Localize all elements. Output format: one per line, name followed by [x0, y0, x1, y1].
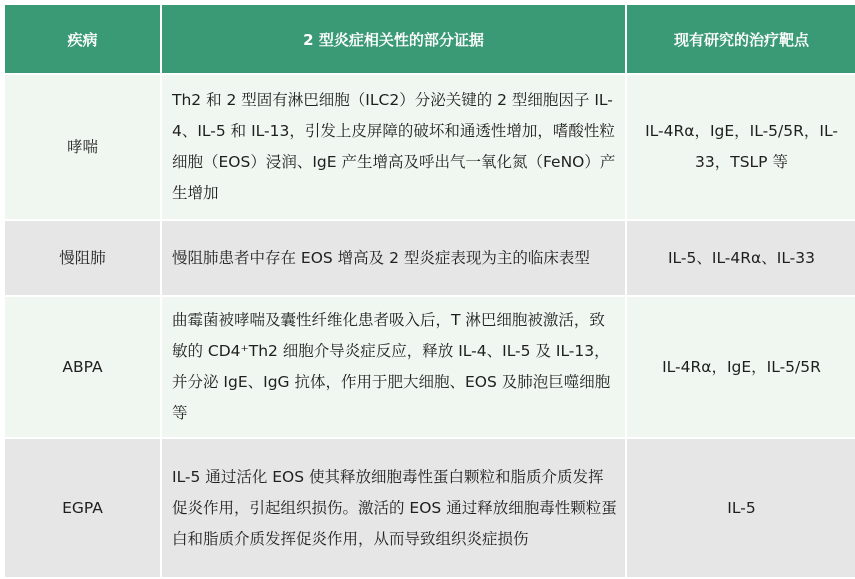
- header-disease: 疾病: [5, 5, 160, 73]
- targets-cell: IL-5、IL-4Rα、IL-33: [627, 221, 855, 295]
- disease-cell: 慢阻肺: [5, 221, 160, 295]
- evidence-cell: 曲霉菌被哮喘及囊性纤维化患者吸入后，T 淋巴细胞被激活，致敏的 CD4⁺Th2 细胞介导炎症反应，释放 IL-4、IL-5 及 IL-13，并分泌 IgE、IgG 抗体，作用于肥大细胞、EOS 及肺泡巨噬细胞等: [162, 297, 625, 437]
- table-row: [5, 297, 855, 437]
- evidence-table: [3, 3, 855, 579]
- targets-cell: IL-4Rα，IgE，IL-5/5R，IL-33，TSLP 等: [627, 75, 855, 219]
- disease-cell: 哮喘: [5, 75, 160, 219]
- evidence-cell: Th2 和 2 型固有淋巴细胞（ILC2）分泌关键的 2 型细胞因子 IL-4、IL-5 和 IL-13，引发上皮屏障的破坏和通透性增加，嗜酸性粒细胞（EOS）浸润、IgE 产生增高及呼出气一氧化氮（FeNO）产生增加: [162, 75, 625, 219]
- evidence-cell: IL-5 通过活化 EOS 使其释放细胞毒性蛋白颗粒和脂质介质发挥促炎作用，引起组织损伤。激活的 EOS 通过释放细胞毒性颗粒蛋白和脂质介质发挥促炎作用，从而导致组织炎症损伤: [162, 439, 625, 577]
- header-targets: 现有研究的治疗靶点: [627, 5, 855, 73]
- targets-cell: IL-4Rα，IgE，IL-5/5R: [627, 297, 855, 437]
- header-row: [5, 5, 855, 73]
- table-row: [5, 221, 855, 295]
- table-row: [5, 439, 855, 577]
- table-row: [5, 75, 855, 219]
- header-evidence: 2 型炎症相关性的部分证据: [162, 5, 625, 73]
- evidence-cell: 慢阻肺患者中存在 EOS 增高及 2 型炎症表现为主的临床表型: [162, 221, 625, 295]
- disease-cell: ABPA: [5, 297, 160, 437]
- disease-cell: EGPA: [5, 439, 160, 577]
- targets-cell: IL-5: [627, 439, 855, 577]
